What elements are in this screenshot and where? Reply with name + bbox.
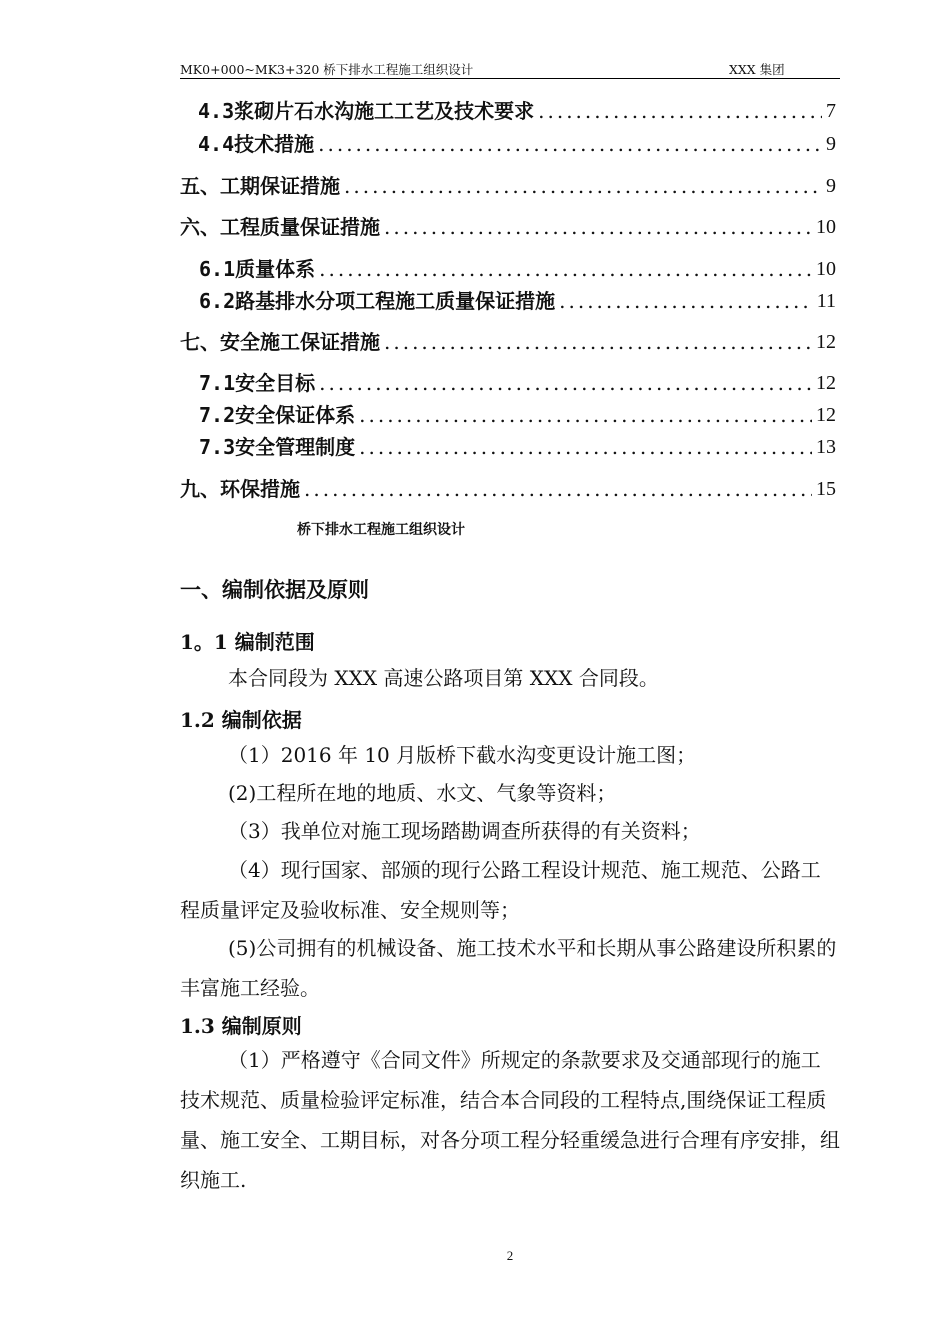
toc-page: 7: [826, 100, 836, 122]
paragraph: （1）严格遵守《合同文件》所规定的条款要求及交通部现行的施工技术规范、质量检验评定标准，结合本合同段的工程特点,围绕保证工程质量、施工安全、工期目标，对各分项工程分轻重缓急进行合理有序安排，组织施工.: [180, 1048, 840, 1192]
toc-number: 7.3: [199, 435, 236, 459]
toc-leader: [359, 400, 812, 430]
toc-leader: [559, 286, 813, 316]
toc-title: 浆砌片石水沟施工工艺及技术要求: [234, 99, 535, 123]
paragraph: 本合同段为 XXX 高速公路项目第 XXX 合同段。: [228, 666, 659, 690]
toc-page: 10: [816, 216, 836, 238]
toc-title: 技术措施: [234, 132, 315, 156]
toc-entry[interactable]: [198, 96, 836, 126]
toc-entry[interactable]: [180, 171, 836, 201]
toc-page: 9: [826, 175, 836, 197]
toc-entry[interactable]: [199, 400, 836, 430]
toc-leader: [359, 432, 812, 462]
toc-entry[interactable]: [199, 432, 836, 462]
toc-number: 4.3: [198, 99, 235, 123]
toc-number: 7.1: [199, 371, 236, 395]
header-company: XXX 集团: [729, 62, 785, 77]
toc-entry[interactable]: [180, 327, 836, 357]
toc-title: 路基排水分项工程施工质量保证措施: [235, 289, 556, 313]
subsection-heading: 1。1 编制范围: [180, 630, 315, 654]
toc-entry[interactable]: [199, 254, 836, 284]
toc-number: 7.2: [199, 403, 236, 427]
toc-title: 安全保证体系: [235, 403, 356, 427]
toc-number: 4.4: [198, 132, 235, 156]
toc-page: 9: [826, 133, 836, 155]
toc-leader: [304, 474, 812, 504]
toc-entry[interactable]: [180, 474, 836, 504]
toc-page: 10: [816, 258, 836, 280]
toc-title: 质量体系: [235, 257, 316, 281]
toc-page: 12: [816, 404, 836, 426]
toc-entry[interactable]: [180, 212, 836, 242]
subsection-heading: 1.3 编制原则: [180, 1014, 302, 1038]
list-item: (2)工程所在地的地质、水文、气象等资料；: [228, 781, 617, 805]
document-subtitle: 桥下排水工程施工组织设计: [297, 522, 465, 538]
list-item: （4）现行国家、部颁的现行公路工程设计规范、施工规范、公路工程质量评定及验收标准、安全规则等；: [180, 858, 821, 922]
toc-leader: [344, 171, 822, 201]
toc-number: 6.2: [199, 289, 236, 313]
toc-title: 六、工程质量保证措施: [180, 215, 380, 239]
toc-entry[interactable]: [199, 286, 836, 316]
list-item: (5)公司拥有的机械设备、施工技术水平和长期从事公路建设所积累的丰富施工经验。: [180, 936, 837, 1000]
subsection-heading: 1.2 编制依据: [180, 708, 302, 732]
toc-leader: [538, 96, 822, 126]
toc-page: 12: [816, 372, 836, 394]
toc-page: 15: [816, 478, 836, 500]
toc-number: 6.1: [199, 257, 236, 281]
toc-leader: [384, 212, 812, 242]
toc-entry[interactable]: [199, 368, 836, 398]
toc-entry[interactable]: [198, 129, 836, 159]
toc-page: 12: [816, 331, 836, 353]
toc-page: 13: [816, 436, 836, 458]
toc-title: 七、安全施工保证措施: [180, 330, 380, 354]
toc-title: 九、环保措施: [180, 477, 300, 501]
toc-title: 安全管理制度: [235, 435, 356, 459]
toc-leader: [319, 254, 812, 284]
toc-title: 五、工期保证措施: [180, 174, 340, 198]
list-item: （1）2016 年 10 月版桥下截水沟变更设计施工图；: [228, 743, 697, 767]
section-heading: 一、编制依据及原则: [180, 577, 369, 602]
toc-leader: [384, 327, 812, 357]
toc-page: 11: [816, 290, 836, 312]
toc-leader: [318, 129, 822, 159]
page-number: 2: [506, 1248, 514, 1263]
toc-title: 安全目标: [235, 371, 316, 395]
list-item: （3）我单位对施工现场踏勘调查所获得的有关资料；: [228, 819, 701, 843]
toc-leader: [319, 368, 812, 398]
header-title: MK0+000~MK3+320 桥下排水工程施工组织设计: [180, 62, 474, 77]
page-header: [180, 62, 840, 79]
